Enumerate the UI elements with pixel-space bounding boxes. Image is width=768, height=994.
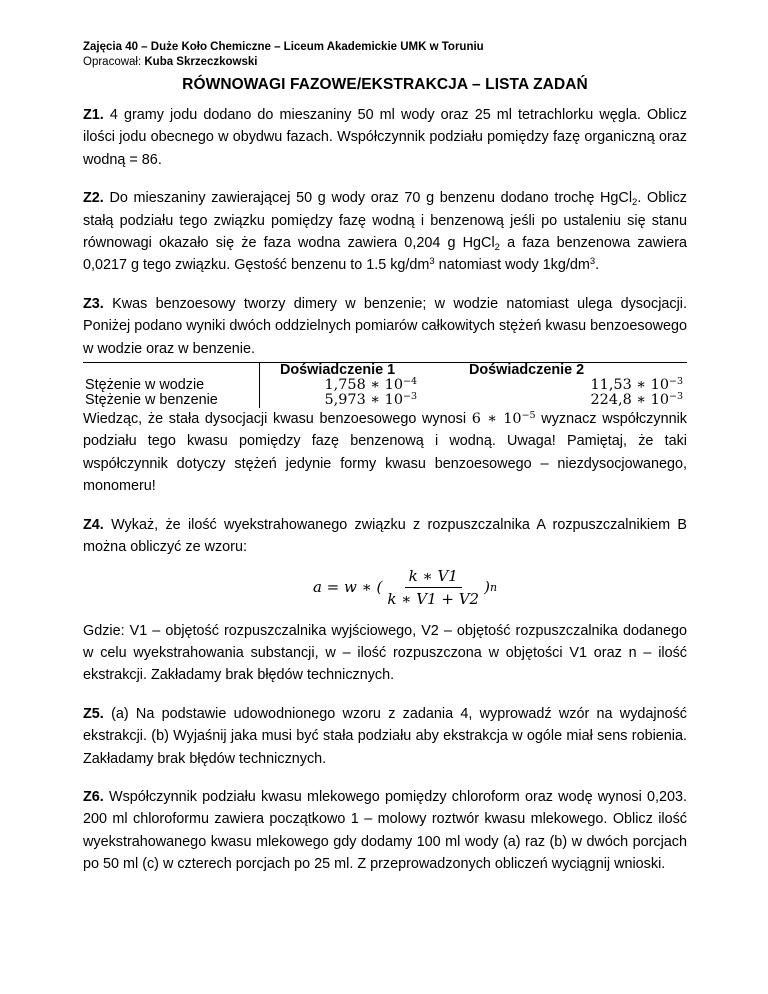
task-label: Z4. — [83, 516, 104, 533]
author-line: Opracował: Kuba Skrzeczkowski — [83, 56, 258, 68]
task-label: Z3. — [83, 295, 104, 312]
table-cell: 5,973 ∗ $10^{-3}$ — [260, 393, 442, 408]
formula-lhs: a = w ∗ ( — [312, 578, 383, 596]
concentration-table — [83, 362, 687, 408]
task-label: Z1. — [83, 107, 104, 123]
task-z5: Z5. (a) Na podstawie udowodnionego wzoru z zadania 4, wyprowadź wzór na wydajność ekstrakcji. (b) Wyjaśnij jaka musi być stała podziału aby ekstrakcja w ogóle miał sens robienia. Zakładamy brak błędów technicznych. — [83, 705, 687, 767]
dissociation-constant: 6 ∗ 10 — [471, 411, 522, 428]
task-z4-intro: Z4. Wykaż, że ilość wyekstrahowanego związku z rozpuszczalnika A rozpuszczalnikiem B można obliczyć ze wzoru: — [83, 516, 687, 556]
column-header: Doświadczenie 2 — [441, 363, 687, 379]
document-page — [83, 40, 687, 892]
row-label: Stężenie w wodzie — [85, 377, 205, 394]
row-label: Stężenie w benzenie — [85, 392, 218, 409]
task-z3 — [83, 293, 687, 498]
fraction-numerator: k ∗ V1 — [405, 567, 462, 588]
table-cell: 224,8 ∗ $10^{-3}$ — [590, 391, 683, 409]
table-row — [83, 393, 687, 408]
column-header: Doświadczenie 1 — [260, 363, 442, 379]
fraction-denominator: k ∗ V1 + V2 — [387, 589, 480, 608]
table-header-row — [83, 363, 687, 379]
extraction-formula — [83, 567, 687, 608]
task-z3-outro: Wiedząc, że stała dysocjacji kwasu benzoesowego wynosi 6 ∗ $10^{-5}$ wyznacz współczynnik podziału tego kwasu pomiędzy fazę benzenową i wodną. Uwaga! Pamiętaj, że taki współczynnik dotyczy stężeń jedynie formy kwasu benzoesowego – niezdysocjowanego, monomeru! — [83, 410, 687, 495]
task-label: Z6. — [83, 788, 104, 805]
table-row — [83, 378, 687, 393]
task-z4-legend: Gdzie: V1 – objętość rozpuszczalnika wyjściowego, V2 – objętość rozpuszczalnika dodanego w celu wyekstrahowania substancji, w – ilość rozpuszczona w objętości V1 oraz n – ilość ekstrakcji. Zakładamy brak błędów technicznych. — [83, 622, 687, 684]
document-header — [83, 40, 687, 70]
table-cell: 1,758 ∗ $10^{-4}$ — [260, 378, 442, 393]
formula-fraction — [383, 567, 483, 608]
task-label: Z5. — [83, 705, 104, 722]
formula-exponent: n — [489, 580, 498, 594]
task-z3-intro: Z3. Kwas benzoesowy tworzy dimery w benzenie; w wodzie natomiast ulega dysocjacji. Poniżej podano wyniki dwóch oddzielnych pomiarów całkowitych stężeń kwasu benzoesowego w wodzie oraz w benzenie. — [83, 295, 687, 357]
task-z2: Z2. Do mieszaniny zawierającej 50 g wody oraz 70 g benzenu dodano trochę HgCl$_2$. Oblicz stałą podziału tego związku pomiędzy fazę wodną i benzenową jeśli po ustaleniu się stanu równowagi okazało się że faza wodna zawiera 0,204 g HgCl$_2$ a faza benzenowa zawiera 0,0217 g tego związku. Gęstość benzenu to 1.5 $kg/dm^3$ natomiast wody $1kg/dm^3$. — [83, 190, 687, 274]
task-z4 — [83, 514, 687, 687]
task-z1: Z1. 4 gramy jodu dodano do mieszaniny 50 ml wody oraz 25 ml tetrachlorku węgla. Oblicz ilości jodu obecnego w obydwu fazach. Współczynnik podziału pomiędzy fazę organiczną oraz wodną = 86. — [83, 107, 687, 168]
task-z6: Z6. Współczynnik podziału kwasu mlekowego pomiędzy chloroform oraz wodę wynosi 0,203. 200 ml chloroformu zawiera początkowo 1 – molowy roztwór kwasu mlekowego. Oblicz ilość wyekstrahowanego kwasu mlekowego gdy dodamy 100 ml wody (a) raz (b) w dwóch porcjach po 50 ml (c) w czterech porcjach po 25 ml. Z przeprowadzonych obliczeń wyciągnij wnioski. — [83, 788, 687, 873]
table-cell: 11,53 ∗ $10^{-3}$ — [590, 376, 683, 394]
task-label: Z2. — [83, 190, 104, 207]
author-name: Kuba Skrzeczkowski — [144, 56, 258, 68]
header-line: Zajęcia 40 – Duże Koło Chemiczne – Liceum Akademickie UMK w Toruniu — [83, 41, 484, 53]
page-title: RÓWNOWAGI FAZOWE/EKSTRAKCJA – LISTA ZADAŃ — [182, 76, 588, 93]
formula-paren: ) — [484, 578, 490, 596]
